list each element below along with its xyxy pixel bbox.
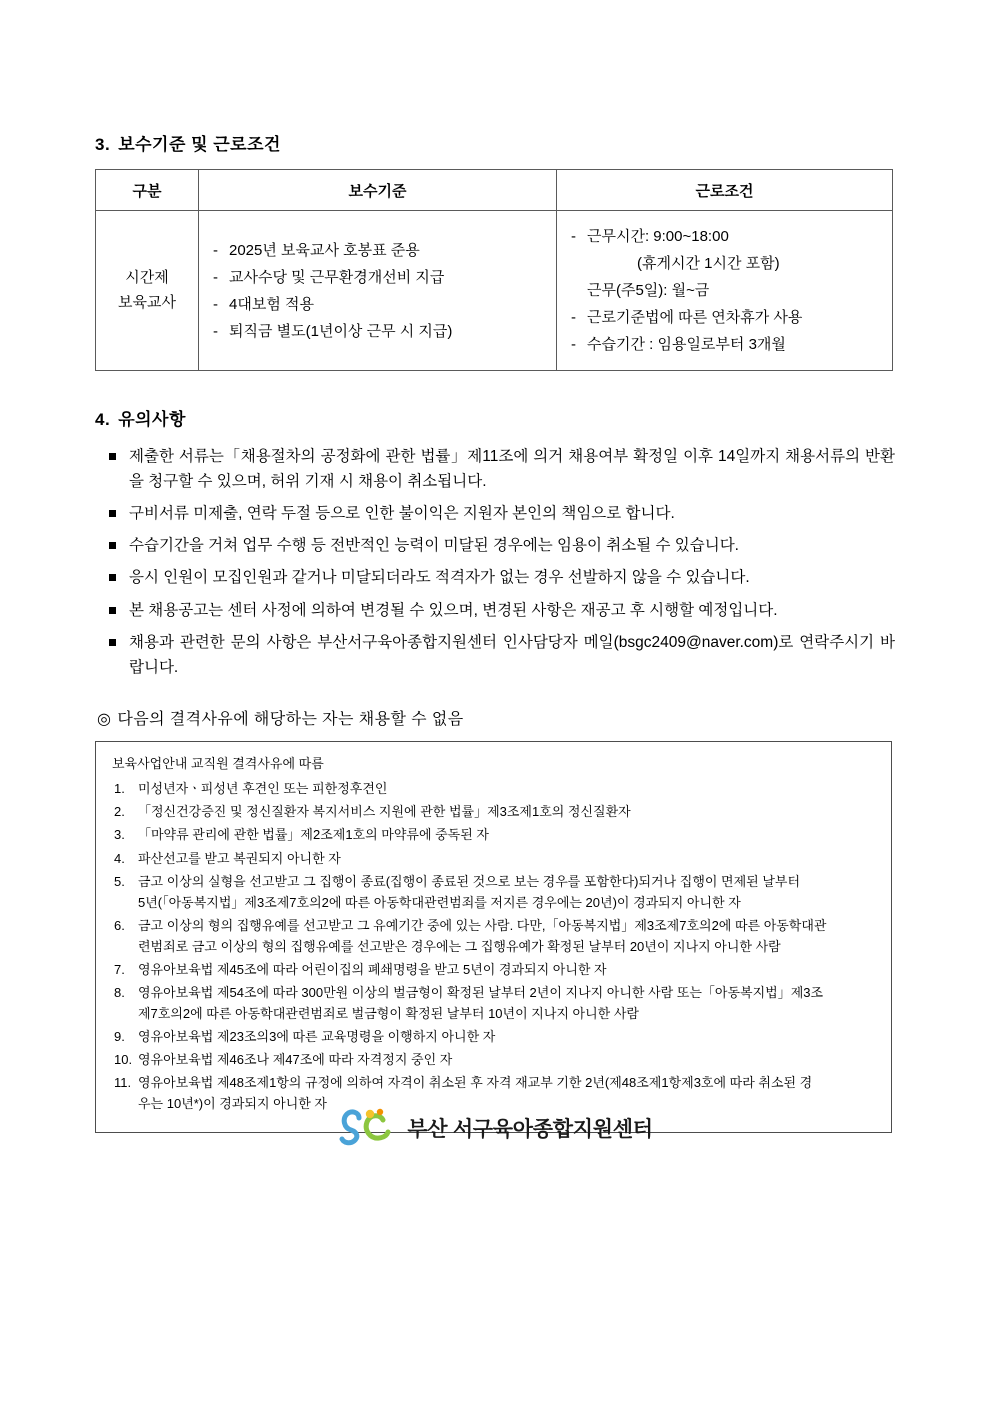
list-item: 근무(주5일): 월~금 <box>587 282 710 299</box>
list-item: 구비서류 미제출, 연락 두절 등으로 인한 불이익은 지원자 본인의 책임으로 합니다. <box>107 501 895 526</box>
section-4-heading <box>95 405 895 430</box>
category-line-1: 시간제 <box>125 268 169 286</box>
disqualification-heading-text: 다음의 결격사유에 해당하는 자는 채용할 수 없음 <box>117 710 464 728</box>
item-number: 11. <box>114 1074 132 1090</box>
work-condition-list <box>571 223 882 358</box>
item-text: 영유아보육법 제54조에 따라 300만원 이상의 벌금형이 확정된 날부터 2년이 지나지 아니한 사람 또는「아동복지법」제3조 <box>138 984 824 1000</box>
section-3-number: 3. <box>95 135 111 154</box>
page-content <box>95 130 895 1133</box>
item-text-cont: 우는 10년*)이 경과되지 아니한 자 <box>138 1096 327 1112</box>
item-number: 9. <box>114 1028 125 1044</box>
item-text: 「정신건강증진 및 정신질환자 복지서비스 지원에 관한 법률」제3조제1호의 정신질환자 <box>138 804 631 820</box>
list-item: - 2025년 보육교사 호봉표 준용 <box>213 237 546 264</box>
item-number: 1. <box>114 781 125 797</box>
organization-logo <box>339 1108 652 1148</box>
disqualification-heading <box>97 706 895 729</box>
list-item <box>112 915 875 957</box>
list-item: 수습기간을 거쳐 업무 수행 등 전반적인 능력이 미달된 경우에는 임용이 취소될 수 있습니다. <box>107 533 895 558</box>
disqualification-box <box>95 741 892 1133</box>
list-item <box>112 801 875 822</box>
list-item <box>112 1026 875 1047</box>
header-category: 구분 <box>96 170 199 211</box>
pay-and-conditions-table <box>95 169 893 371</box>
item-text-cont: 련범죄로 금고 이상의 형의 집행유예를 선고받은 경우에는 그 집행유예가 확정된 날부터 20년이 지나지 아니한 사람 <box>138 938 781 954</box>
list-item <box>112 778 875 799</box>
list-item: (휴게시간 1시간 포함) <box>587 255 780 272</box>
item-number: 2. <box>114 804 125 820</box>
list-item: - 근무시간: 9:00~18:00 <box>571 223 882 250</box>
list-item: - 4대보험 적용 <box>213 291 546 318</box>
cell-category <box>96 211 199 371</box>
item-number: 10. <box>114 1051 133 1067</box>
item-text-cont: 제7호의2에 따른 아동학대관련범죄로 벌금형이 확정된 날부터 10년이 지나지 아니한 사람 <box>138 1005 639 1021</box>
table-row <box>96 211 893 371</box>
item-text-cont: 5년(「아동복지법」제3조제7호의2에 따른 아동학대관련범죄를 저지른 경우에는 20년)이 경과되지 아니한 자 <box>138 894 741 910</box>
section-4-number: 4. <box>95 410 111 429</box>
list-item <box>112 1049 875 1070</box>
item-text: 금고 이상의 형의 집행유예를 선고받고 그 유예기간 중에 있는 사람. 다만,「아동복지법」제3조제7호의2에 따른 아동학대관 <box>138 917 827 933</box>
item-number: 8. <box>114 984 125 1000</box>
item-text: 영유아보육법 제45조에 따라 어린이집의 폐쇄명령을 받고 5년이 경과되지 아니한 자 <box>138 961 607 977</box>
section-3-title: 보수기준 및 근로조건 <box>118 135 281 154</box>
header-pay-standard: 보수기준 <box>199 170 557 211</box>
section-3-heading <box>95 130 895 155</box>
item-number: 3. <box>114 827 125 843</box>
category-line-2: 보육교사 <box>118 293 176 311</box>
item-number: 5. <box>114 873 125 889</box>
item-number: 7. <box>114 961 125 977</box>
list-item <box>112 871 875 913</box>
cell-pay-standard <box>199 211 557 371</box>
list-item: - 근로기준법에 따른 연차휴가 사용 <box>571 304 882 331</box>
list-item: - 수습기간 : 임용일로부터 3개월 <box>571 331 882 358</box>
logo-sc-icon <box>339 1108 397 1148</box>
item-text: 「마약류 관리에 관한 법률」제2조제1호의 마약류에 중독된 자 <box>138 827 489 843</box>
list-item: 제출한 서류는「채용절차의 공정화에 관한 법률」제11조에 의거 채용여부 확정일 이후 14일까지 채용서류의 반환을 청구할 수 있으며, 허위 기재 시 채용이 취소됩니다. <box>107 444 895 494</box>
item-text: 금고 이상의 실형을 선고받고 그 집행이 종료(집행이 종료된 것으로 보는 경우를 포함한다)되거나 집행이 면제된 날부터 <box>138 873 801 889</box>
disqualification-list <box>112 778 875 1114</box>
item-number: 4. <box>114 850 125 866</box>
item-text: 미성년자ㆍ피성년 후견인 또는 피한정후견인 <box>138 781 388 797</box>
footer <box>0 1108 992 1148</box>
organization-name: 부산 서구육아종합지원센터 <box>407 1118 653 1141</box>
list-item: 채용과 관련한 문의 사항은 부산서구육아종합지원센터 인사담당자 메일(bsgc2409@naver.com)로 연락주시기 바랍니다. <box>107 630 895 680</box>
notice-list <box>107 444 895 680</box>
item-text: 파산선고를 받고 복권되지 아니한 자 <box>138 850 341 866</box>
circle-mark-icon: ◎ <box>97 710 112 728</box>
list-item: 응시 인원이 모집인원과 같거나 미달되더라도 적격자가 없는 경우 선발하지 않을 수 있습니다. <box>107 565 895 590</box>
list-item <box>112 848 875 869</box>
disqualification-box-title: 보육사업안내 교직원 결격사유에 따름 <box>112 755 324 771</box>
list-item <box>112 959 875 980</box>
list-item: - 퇴직금 별도(1년이상 근무 시 지급) <box>213 318 546 345</box>
item-number: 6. <box>114 917 125 933</box>
cell-work-conditions <box>557 211 893 371</box>
table-header-row <box>96 170 893 211</box>
list-item: - 교사수당 및 근무환경개선비 지급 <box>213 264 546 291</box>
header-work-conditions: 근로조건 <box>557 170 893 211</box>
pay-item-list <box>213 237 546 345</box>
list-item <box>112 982 875 1024</box>
item-text: 영유아보육법 제48조제1항의 규정에 의하여 자격이 취소된 후 자격 재교부 기한 2년(제48조제1항제3호에 따라 취소된 경 <box>138 1074 813 1090</box>
item-text: 영유아보육법 제46조나 제47조에 따라 자격정지 중인 자 <box>138 1051 453 1067</box>
item-text: 영유아보육법 제23조의3에 따른 교육명령을 이행하지 아니한 자 <box>138 1028 496 1044</box>
list-item: 본 채용공고는 센터 사정에 의하여 변경될 수 있으며, 변경된 사항은 재공고 후 시행할 예정입니다. <box>107 598 895 623</box>
list-item <box>112 824 875 845</box>
section-4-title: 유의사항 <box>118 410 186 429</box>
